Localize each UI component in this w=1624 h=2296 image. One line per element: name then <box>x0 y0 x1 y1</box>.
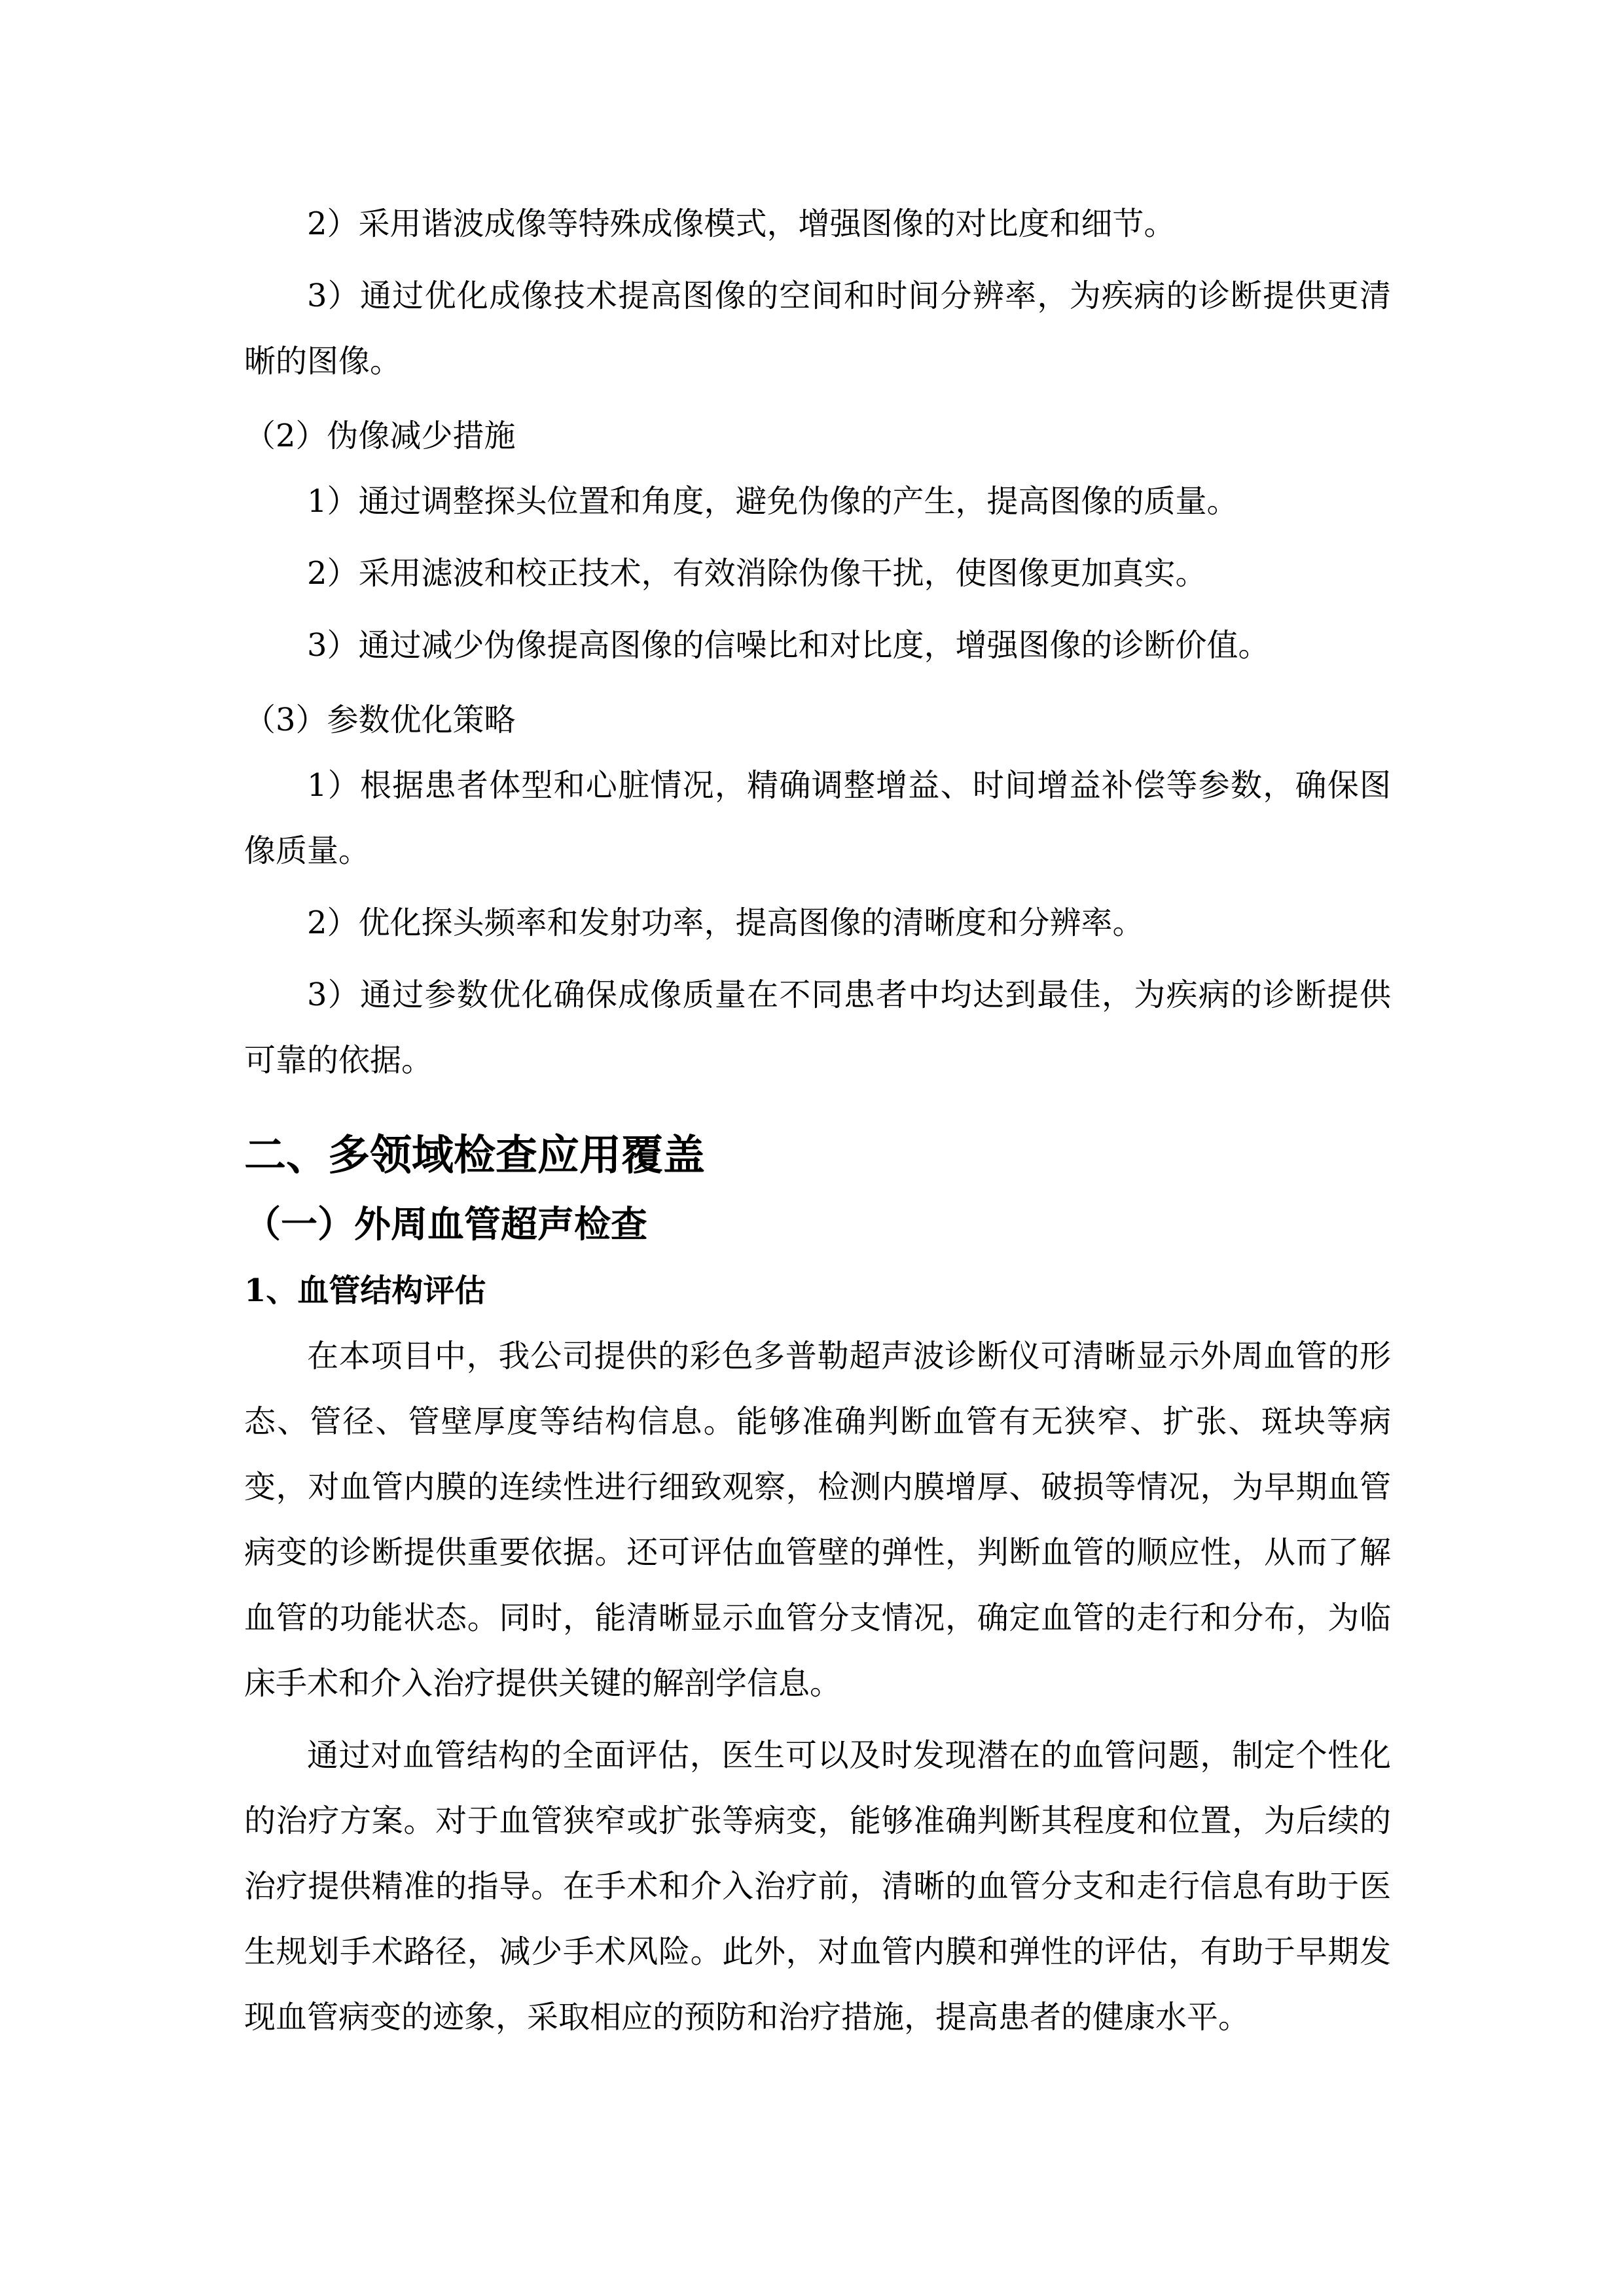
params-item-2: 2）优化探头频率和发射功率，提高图像的清晰度和分辨率。 <box>307 905 1144 941</box>
artifact-item-2: 2）采用滤波和校正技术，有效消除伪像干扰，使图像更加真实。 <box>307 555 1207 592</box>
artifact-item-1: 1）通过调整探头位置和角度，避免伪像的产生，提高图像的质量。 <box>307 483 1238 520</box>
body-paragraph: 通过对血管结构的全面评估，医生可以及时发现潜在的血管问题，制定个性化的治疗方案。对于血管狭窄或扩张等病变，能够准确判断其程度和位置，为后续的治疗提供精准的指导。在手术和介入治疗前，清晰的血管分支和走行信息有助于医生规划手术路径，减少手术风险。此外，对血管内膜和弹性的评估，有助于早期发现血管病变的迹象，采取相应的预防和治疗措施，提高患者的健康水平。 <box>244 1737 1391 2036</box>
document-body <box>244 191 1391 2050</box>
item-heading: 1、血管结构评估 <box>244 1272 486 1309</box>
params-item-1: 1）根据患者体型和心脏情况，精确调整增益、时间增益补偿等参数，确保图像质量。 <box>244 767 1391 869</box>
sub-heading: （一）外周血管超声检查 <box>244 1204 647 1246</box>
imaging-item-3: 3）通过优化成像技术提高图像的空间和时间分辨率，为疾病的诊断提供更清晰的图像。 <box>244 278 1391 380</box>
params-item-3: 3）通过参数优化确保成像质量在不同患者中均达到最佳，为疾病的诊断提供可靠的依据。 <box>244 977 1391 1079</box>
artifact-item-3: 3）通过减少伪像提高图像的信噪比和对比度，增强图像的诊断价值。 <box>307 627 1270 664</box>
imaging-item-2: 2）采用谐波成像等特殊成像模式，增强图像的对比度和细节。 <box>307 206 1176 242</box>
main-heading: 二、多领域检查应用覆盖 <box>244 1132 705 1180</box>
artifact-section-title: （2）伪像减少措施 <box>244 418 516 454</box>
params-section-title: （3）参数优化策略 <box>244 702 516 738</box>
body-paragraph: 在本项目中，我公司提供的彩色多普勒超声波诊断仪可清晰显示外周血管的形态、管径、管壁厚度等结构信息。能够准确判断血管有无狭窄、扩张、斑块等病变，对血管内膜的连续性进行细致观察，检测内膜增厚、破损等情况，为早期血管病变的诊断提供重要依据。还可评估血管壁的弹性，判断血管的顺应性，从而了解血管的功能状态。同时，能清晰显示血管分支情况，确定血管的走行和分布，为临床手术和介入治疗提供关键的解剖学信息。 <box>244 1338 1391 1702</box>
